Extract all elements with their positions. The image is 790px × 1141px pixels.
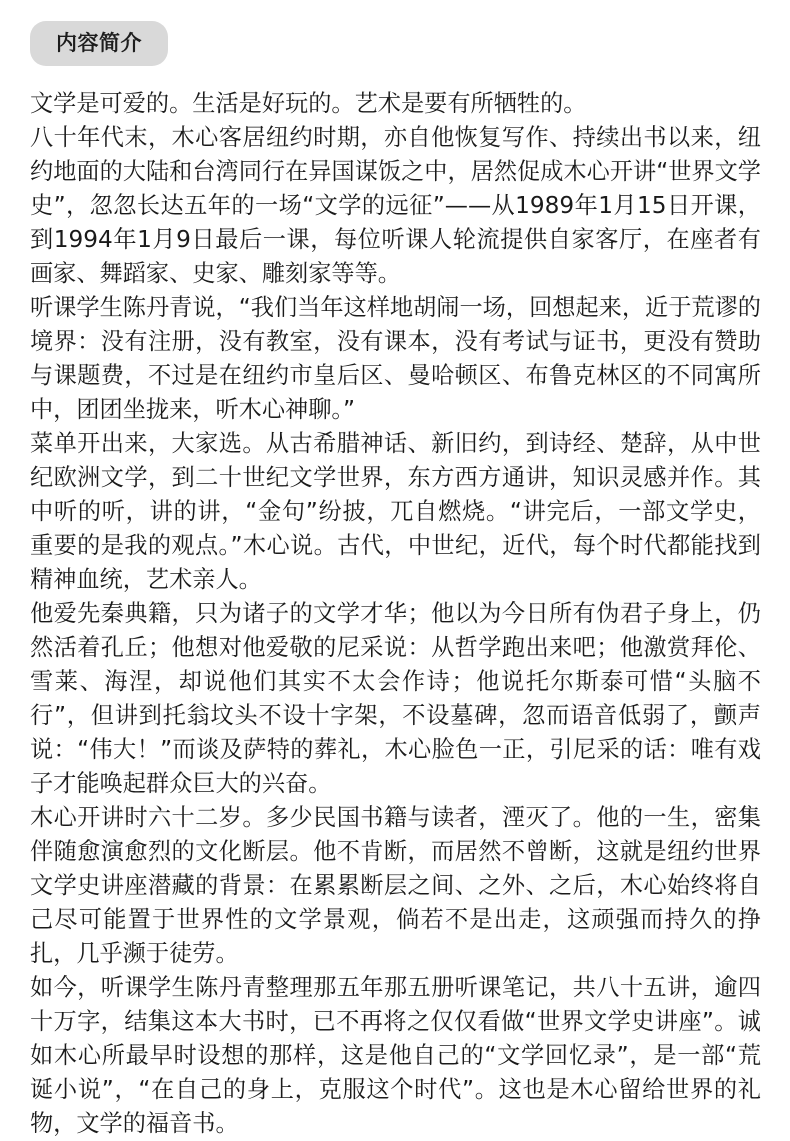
paragraph: 菜单开出来，大家选。从古希腊神话、新旧约，到诗经、楚辞，从中世纪欧洲文学，到二十世纪文学世界，东方西方通讲，知识灵感并作。其中听的听，讲的讲，“金句”纷披，兀自燃烧。“讲完后，一部文学史，重要的是我的观点。”木心说。古代，中世纪，近代，每个时代都能找到精神血统，艺术亲人。: [30, 430, 761, 593]
paragraph: 如今，听课学生陈丹青整理那五年那五册听课笔记，共八十五讲，逾四十万字，结集这本大书时，已不再将之仅仅看做“世界文学史讲座”。诚如木心所最早时设想的那样，这是他自己的“文学回忆录”，是一部“荒诞小说”，“在自己的身上，克服这个时代”。这也是木心留给世界的礼物，文学的福音书。: [30, 974, 761, 1137]
paragraph: 木心开讲时六十二岁。多少民国书籍与读者，湮灭了。他的一生，密集伴随愈演愈烈的文化断层。他不肯断，而居然不曾断，这就是纽约世界文学史讲座潜藏的背景：在累累断层之间、之外、之后，木心始终将自己尽可能置于世界性的文学景观，倘若不是出走，这顽强而持久的挣扎，几乎濒于徒劳。: [30, 804, 761, 967]
section-title-tag: 内容简介: [30, 21, 168, 66]
paragraph: 八十年代末，木心客居纽约时期，亦自他恢复写作、持续出书以来，纽约地面的大陆和台湾同行在异国谋饭之中，居然促成木心开讲“世界文学史”，忽忽长达五年的一场“文学的远征”——从1989年1月15日开课，到1994年1月9日最后一课，每位听课人轮流提供自家客厅，在座者有画家、舞蹈家、史家、雕刻家等等。: [30, 124, 761, 287]
content-body: [30, 87, 761, 1141]
paragraph: 他爱先秦典籍，只为诸子的文学才华；他以为今日所有伪君子身上，仍然活着孔丘；他想对他爱敬的尼采说：从哲学跑出来吧；他激赏拜伦、雪莱、海涅，却说他们其实不太会作诗；他说托尔斯泰可惜“头脑不行”，但讲到托翁坟头不设十字架，不设墓碑，忽而语音低弱了，颤声说：“伟大！”而谈及萨特的葬礼，木心脸色一正，引尼采的话：唯有戏子才能唤起群众巨大的兴奋。: [30, 600, 761, 797]
paragraph: 文学是可爱的。生活是好玩的。艺术是要有所牺牲的。: [30, 90, 587, 117]
paragraph: 听课学生陈丹青说，“我们当年这样地胡闹一场，回想起来，近于荒谬的境界：没有注册，没有教室，没有课本，没有考试与证书，更没有赞助与课题费，不过是在纽约市皇后区、曼哈顿区、布鲁克林区的不同寓所中，团团坐拢来，听木心神聊。”: [30, 294, 761, 423]
